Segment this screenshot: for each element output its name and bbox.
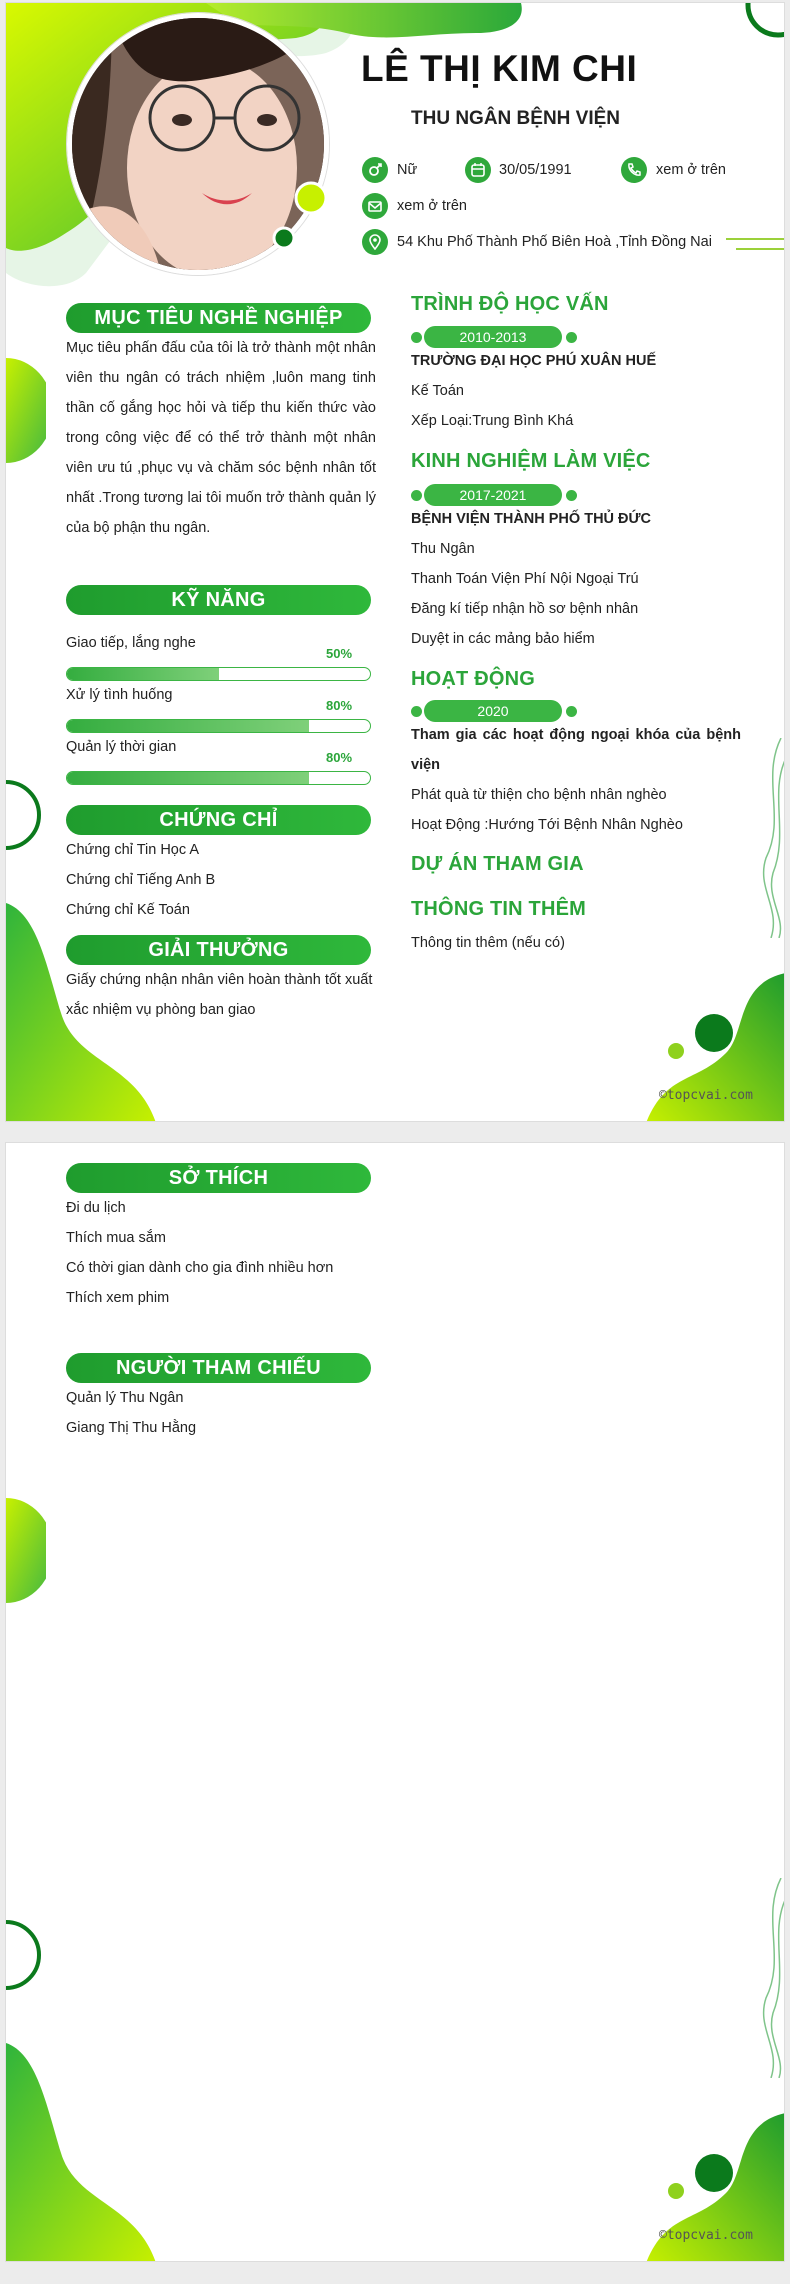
education-major: Kế Toán <box>411 383 464 399</box>
education-school: TRƯỜNG ĐẠI HỌC PHÚ XUÂN HUẾ <box>411 353 657 369</box>
wavy-lines-decoration <box>761 1878 785 2078</box>
experience-duty: Đăng kí tiếp nhận hồ sơ bệnh nhân <box>411 601 639 617</box>
address-value: 54 Khu Phố Thành Phố Biên Hoà ,Tỉnh Đồng Nai <box>397 234 712 250</box>
skill-bar <box>66 771 371 785</box>
projects-heading: DỰ ÁN THAM GIA <box>411 853 584 875</box>
gender-value: Nữ <box>397 162 418 178</box>
timeline-dot <box>566 332 577 343</box>
reference-item: Quản lý Thu Ngân <box>66 1390 184 1406</box>
timeline-dot <box>411 490 422 501</box>
reference-item: Giang Thị Thu Hằng <box>66 1420 197 1436</box>
timeline-dot <box>411 706 422 717</box>
skill-bar-fill <box>67 720 309 732</box>
watermark: ©topcvai.com <box>659 1088 753 1103</box>
candidate-name: LÊ THỊ KIM CHI <box>361 48 638 89</box>
skill-bar-fill <box>67 668 219 680</box>
experience-company: BỆNH VIỆN THÀNH PHỐ THỦ ĐỨC <box>411 511 652 527</box>
experience-position: Thu Ngân <box>411 541 475 557</box>
awards-text: Giấy chứng nhận nhân viên hoàn thành tốt xuất xắc nhiệm vụ phòng ban giao <box>66 972 373 1018</box>
experience-heading: KINH NGHIỆM LÀM VIỆC <box>411 450 651 472</box>
watermark: ©topcvai.com <box>659 2228 753 2243</box>
activities-period: 2020 <box>424 700 562 722</box>
education-heading: TRÌNH ĐỘ HỌC VẤN <box>411 293 609 315</box>
skill-bar <box>66 667 371 681</box>
timeline-dot <box>566 706 577 717</box>
skills-heading: KỸ NĂNG <box>66 585 371 615</box>
activity-item: Hoạt Động :Hướng Tới Bệnh Nhân Nghèo <box>411 817 683 833</box>
skill-name: Xử lý tình huống <box>66 687 173 703</box>
skill-bar <box>66 719 371 733</box>
references-heading: NGƯỜI THAM CHIẾU <box>66 1353 371 1383</box>
timeline-dot <box>411 332 422 343</box>
left-lime-half-circle <box>6 1498 46 1608</box>
timeline-dot <box>566 490 577 501</box>
birthday-value: 30/05/1991 <box>499 162 572 178</box>
skill-name: Giao tiếp, lắng nghe <box>66 635 196 651</box>
phone-icon <box>621 157 647 183</box>
experience-period: 2017-2021 <box>424 484 562 506</box>
activity-item: Phát quà từ thiện cho bệnh nhân nghèo <box>411 787 667 803</box>
cv-page-1 <box>5 2 785 1122</box>
location-icon <box>362 229 388 255</box>
corner-ring-decoration <box>736 3 785 43</box>
hobby-item: Có thời gian dành cho gia đình nhiều hơn <box>66 1260 334 1276</box>
education-grade: Xếp Loại:Trung Bình Khá <box>411 413 574 429</box>
gender-icon <box>362 157 388 183</box>
skill-name: Quản lý thời gian <box>66 739 177 755</box>
extra-info-text: Thông tin thêm (nếu có) <box>411 935 565 951</box>
certificate-item: Chứng chỉ Tin Học A <box>66 842 200 858</box>
skill-percent: 80% <box>326 750 353 765</box>
email-value: xem ở trên <box>397 198 467 214</box>
left-lime-half-circle <box>6 358 46 468</box>
certificates-heading: CHỨNG CHỈ <box>66 805 371 835</box>
hobbies-heading: SỞ THÍCH <box>66 1163 371 1193</box>
bottom-left-blob <box>6 2043 166 2262</box>
objective-text: Mục tiêu phấn đấu của tôi là trở thành một nhân viên thu ngân có trách nhiệm ,luôn mang tinh thần cố gắng học hỏi và tiếp thu kiến thức vào trong công việc để có thể trở thành một nhân viên ưu tú ,phục vụ và chăm sóc bệnh nhân tốt nhất .Trong tương lai tôi muốn trở thành quản lý của bộ phận thu ngân. <box>66 340 376 536</box>
awards-heading: GIẢI THƯỞNG <box>66 935 371 965</box>
email-icon <box>362 193 388 219</box>
hobby-item: Thích xem phim <box>66 1290 170 1306</box>
address-lines-decoration <box>726 235 785 255</box>
activities-heading-text: Tham gia các hoạt động ngoại khóa của bệnh viện <box>411 727 741 773</box>
avatar-accent-dots <box>261 178 331 258</box>
activities-heading: HOẠT ĐỘNG <box>411 668 536 690</box>
cv-page-2 <box>5 1142 785 2262</box>
experience-duty: Thanh Toán Viện Phí Nội Ngoại Trú <box>411 571 639 587</box>
extra-info-heading: THÔNG TIN THÊM <box>411 898 587 920</box>
skill-percent: 80% <box>326 698 353 713</box>
left-ring-decoration <box>6 1918 46 1993</box>
wavy-lines-decoration <box>761 738 785 938</box>
certificate-item: Chứng chỉ Kế Toán <box>66 902 190 918</box>
job-title: THU NGÂN BỆNH VIỆN <box>411 108 621 129</box>
phone-value: xem ở trên <box>656 162 726 178</box>
skill-bar-fill <box>67 772 309 784</box>
left-ring-decoration <box>6 778 46 853</box>
education-period: 2010-2013 <box>424 326 562 348</box>
hobby-item: Thích mua sắm <box>66 1230 166 1246</box>
calendar-icon <box>465 157 491 183</box>
certificate-item: Chứng chỉ Tiếng Anh B <box>66 872 216 888</box>
skill-percent: 50% <box>326 646 353 661</box>
hobby-item: Đi du lịch <box>66 1200 126 1216</box>
objective-heading: MỤC TIÊU NGHỀ NGHIỆP <box>66 303 371 333</box>
experience-duty: Duyệt in các mảng bảo hiểm <box>411 631 595 647</box>
